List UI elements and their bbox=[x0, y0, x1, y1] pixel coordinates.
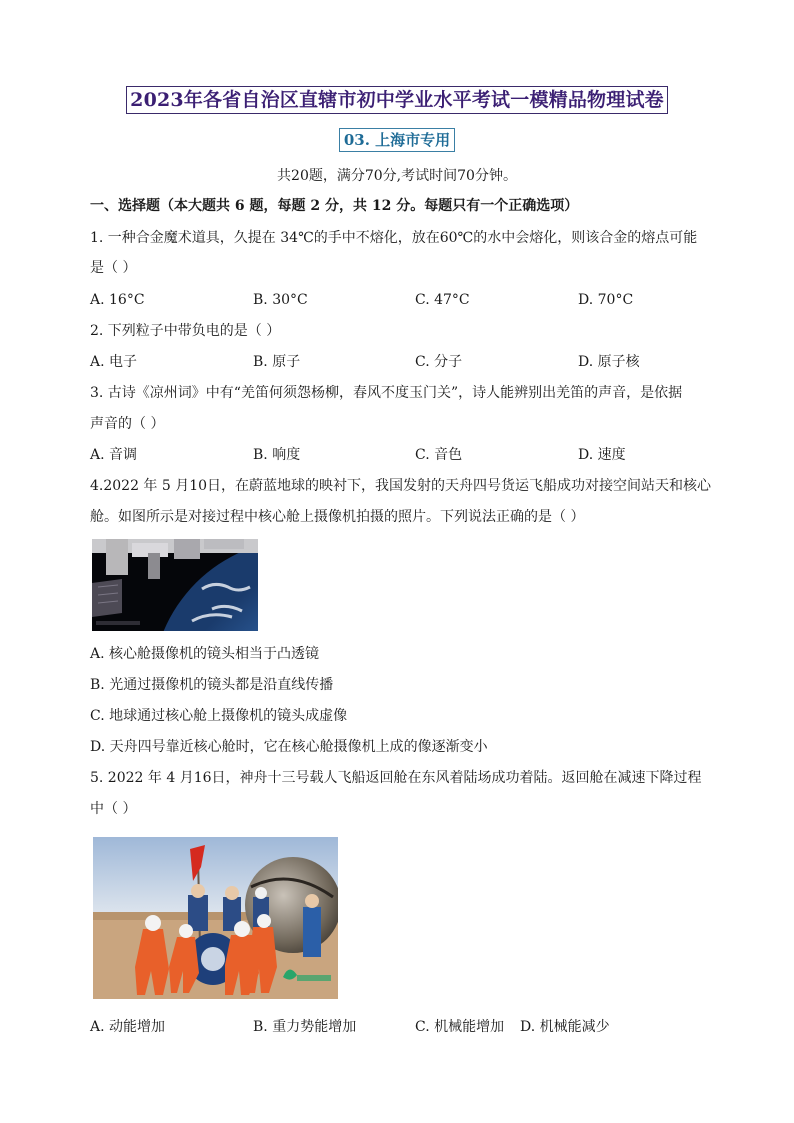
capsule-landing-photo bbox=[93, 837, 338, 999]
question-3-line-2: 声音的（ ） bbox=[90, 416, 165, 432]
question-5-option-a: A. 动能增加 bbox=[90, 1019, 166, 1035]
question-2-option-a: A. 电子 bbox=[90, 354, 138, 370]
question-5-option-b: B. 重力势能增加 bbox=[253, 1019, 357, 1035]
question-3-option-a: A. 音调 bbox=[90, 447, 138, 463]
question-4-option-d: D. 天舟四号靠近核心舱时，它在核心舱摄像机上成的像逐渐变小 bbox=[90, 739, 488, 755]
question-2-option-c: C. 分子 bbox=[415, 354, 463, 370]
space-station-photo bbox=[92, 539, 258, 631]
question-1-option-b: B. 30°C bbox=[253, 292, 308, 308]
question-5-line-2: 中（ ） bbox=[90, 801, 137, 817]
question-4-option-c: C. 地球通过核心舱上摄像机的镜头成虚像 bbox=[90, 708, 348, 724]
question-3-option-d: D. 速度 bbox=[578, 447, 626, 463]
question-1-line-1: 1. 一种合金魔术道具，久提在 34℃的手中不熔化，放在60℃的水中会熔化，则该合金的熔点可能 bbox=[90, 230, 698, 246]
question-4-line-2: 舱。如图所示是对接过程中核心舱上摄像机拍摄的照片。下列说法正确的是（ ） bbox=[90, 509, 585, 525]
question-5-line-1: 5. 2022 年 4 月16日，神舟十三号载人飞船返回舱在东风着陆场成功着陆。返回舱在减速下降过程 bbox=[90, 770, 702, 786]
subtitle-container bbox=[0, 128, 794, 152]
question-4-option-b: B. 光通过摄像机的镜头都是沿直线传播 bbox=[90, 677, 334, 693]
question-2-option-d: D. 原子核 bbox=[578, 354, 640, 370]
page-subtitle: 03. 上海市专用 bbox=[339, 128, 455, 152]
question-2-line-1: 2. 下列粒子中带负电的是（ ） bbox=[90, 323, 281, 339]
question-5-option-d: D. 机械能减少 bbox=[520, 1019, 610, 1035]
question-1-option-a: A. 16°C bbox=[90, 292, 145, 308]
question-3-line-1: 3. 古诗《凉州词》中有“羌笛何须怨杨柳，春风不度玉门关”，诗人能辨别出羌笛的声音，是依据 bbox=[90, 385, 683, 401]
question-2-option-b: B. 原子 bbox=[253, 354, 301, 370]
question-4-line-1: 4.2022 年 5 月10日，在蔚蓝地球的映衬下，我国发射的天舟四号货运飞船成功对接空间站天和核心 bbox=[90, 478, 712, 494]
question-1-option-c: C. 47°C bbox=[415, 292, 470, 308]
question-1-option-d: D. 70°C bbox=[578, 292, 634, 308]
question-1-line-2: 是（ ） bbox=[90, 260, 137, 276]
section-heading: 一、选择题（本大题共 6 题，每题 2 分，共 12 分。每题只有一个正确选项） bbox=[90, 198, 579, 214]
question-5-option-c: C. 机械能增加 bbox=[415, 1019, 505, 1035]
question-3-option-b: B. 响度 bbox=[253, 447, 301, 463]
question-3-option-c: C. 音色 bbox=[415, 447, 463, 463]
title-container bbox=[0, 86, 794, 114]
exam-info: 共20题，满分70分,考试时间70分钟。 bbox=[277, 168, 517, 184]
page-title: 2023年各省自治区直辖市初中学业水平考试一模精品物理试卷 bbox=[126, 86, 668, 114]
question-4-option-a: A. 核心舱摄像机的镜头相当于凸透镜 bbox=[90, 646, 320, 662]
